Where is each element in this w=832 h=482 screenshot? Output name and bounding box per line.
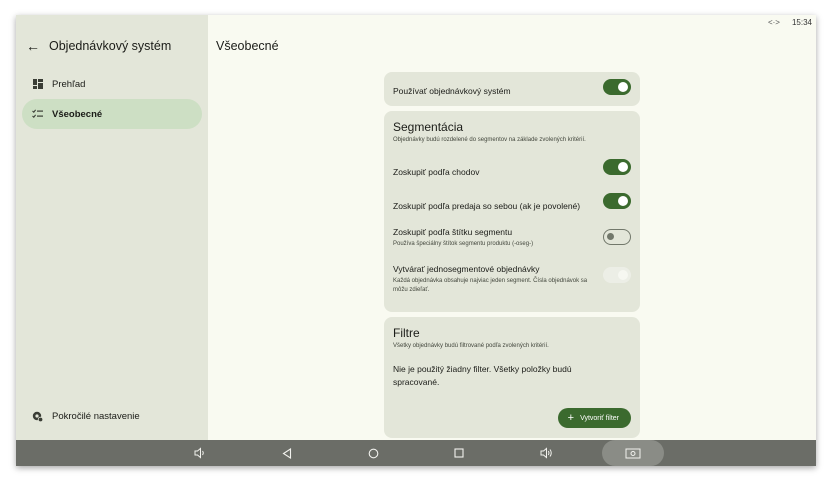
segmentation-title: Segmentácia [393, 120, 464, 134]
use-system-card [384, 72, 640, 106]
sidebar-item-vseobecne[interactable] [22, 99, 202, 129]
sidebar-item-advanced[interactable] [22, 401, 202, 431]
data-arrows-icon: <·> [767, 18, 780, 27]
group-by-takeaway-row[interactable] [393, 196, 631, 214]
system-nav-bar [16, 440, 816, 466]
sidebar-item-prehlad[interactable] [22, 69, 202, 99]
group-by-takeaway-label: Zoskupiť podľa predaja so sebou (ak je povolené) [393, 201, 581, 211]
sidebar-item-label: Prehľad [52, 78, 86, 90]
create-filter-label: Vytvoriť filter [580, 414, 619, 422]
create-filter-button[interactable] [558, 408, 631, 428]
single-segment-sub: Každá objednávka obsahuje najviac jeden segment. Čísla objednávok sa môžu zdieľať. [393, 278, 588, 293]
checklist-icon [32, 109, 43, 120]
app-title: Objednávkový systém [49, 39, 172, 53]
filters-card [384, 317, 640, 438]
home-icon[interactable] [365, 440, 381, 466]
group-by-tag-label: Zoskupiť podľa štítku segmentu [393, 227, 513, 237]
dashboard-icon [32, 79, 43, 90]
sidebar-item-label: Všeobecné [52, 108, 103, 120]
use-system-row[interactable] [393, 81, 631, 99]
back-nav-icon[interactable] [279, 440, 295, 466]
plus-icon: + [567, 411, 575, 424]
group-by-tag-sub: Používa špeciálny štítok segmentu produktu (-oseg-) [393, 241, 534, 247]
sidebar [16, 15, 208, 440]
use-system-toggle[interactable] [603, 79, 631, 95]
single-segment-toggle [603, 267, 631, 283]
single-segment-label: Vytvárať jednosegmentové objednávky [393, 264, 540, 274]
filters-empty-text: Nie je použitý žiadny filter. Všetky položky budú spracované. [393, 364, 572, 387]
back-header [26, 39, 171, 53]
app-window [16, 15, 816, 466]
use-system-label: Používať objednávkový systém [393, 86, 511, 96]
group-by-takeaway-toggle[interactable] [603, 193, 631, 209]
recents-icon[interactable] [451, 440, 467, 466]
volume-up-icon[interactable] [536, 440, 556, 466]
volume-down-icon[interactable] [190, 440, 210, 466]
group-by-courses-label: Zoskupiť podľa chodov [393, 167, 480, 177]
screenshot-button[interactable] [602, 440, 664, 466]
group-by-tag-toggle[interactable] [603, 229, 631, 245]
group-by-tag-row[interactable] [393, 227, 631, 249]
filters-title: Filtre [393, 326, 420, 340]
group-by-courses-toggle[interactable] [603, 159, 631, 175]
sidebar-item-label: Pokročilé nastavenie [52, 410, 140, 422]
status-time: 15:34 [791, 18, 812, 27]
group-by-courses-row[interactable] [393, 162, 631, 180]
segmentation-card [384, 111, 640, 312]
gear-icon [32, 411, 43, 422]
page-title: Všeobecné [216, 39, 279, 53]
segmentation-subtitle: Objednávky budú rozdelené do segmentov na základe zvolených kritérií. [393, 137, 586, 143]
single-segment-row [393, 264, 631, 294]
filters-subtitle: Všetky objednávky budú filtrované podľa zvolených kritérií. [393, 343, 549, 349]
screenshot-nav-icon [625, 448, 641, 459]
back-arrow-icon[interactable]: ← [26, 38, 40, 54]
